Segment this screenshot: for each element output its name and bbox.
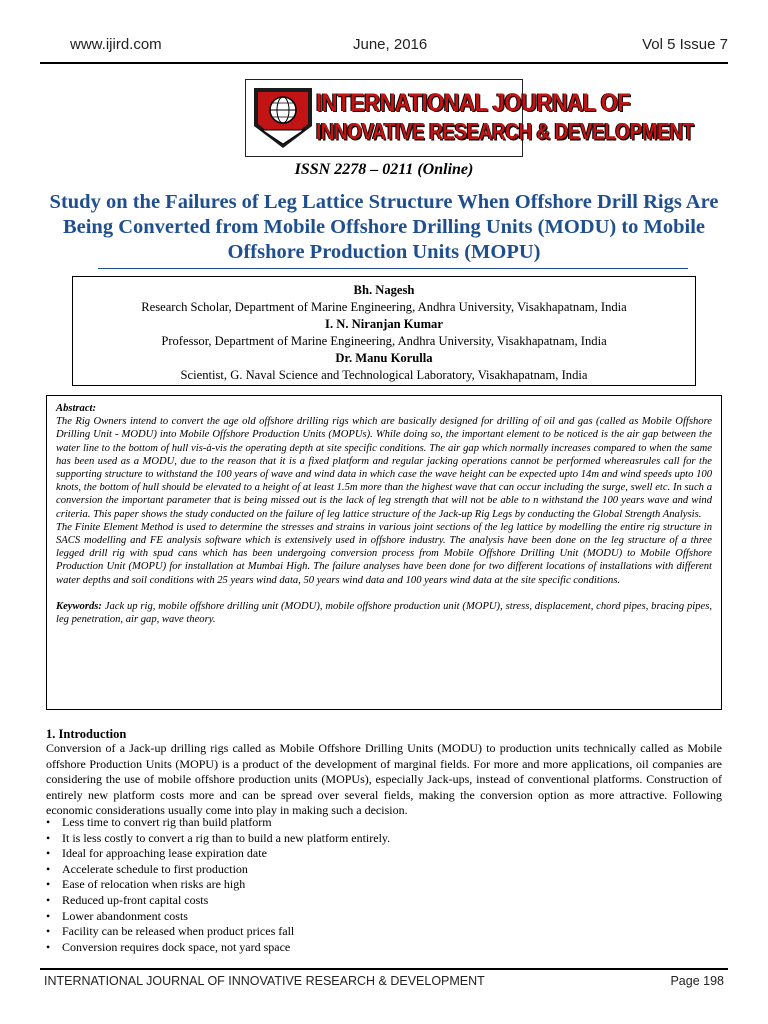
list-item <box>46 893 390 909</box>
globe-emblem-icon <box>252 86 314 150</box>
header-rule <box>40 62 728 64</box>
bullet-icon: • <box>46 892 51 907</box>
abstract-heading: Abstract: <box>56 403 97 414</box>
list-item-text: Facility can be released when product prices fall <box>62 924 295 939</box>
issn: ISSN 2278 – 0211 (Online) <box>294 161 474 178</box>
author-name: I. N. Niranjan Kumar <box>325 317 443 331</box>
footer-journal-name: INTERNATIONAL JOURNAL OF INNOVATIVE RESEARCH & DEVELOPMENT <box>44 974 485 988</box>
list-item <box>46 909 390 925</box>
running-footer <box>44 974 724 988</box>
list-item-text: Ideal for approaching lease expiration date <box>62 846 267 861</box>
intro-paragraph: Conversion of a Jack-up drilling rigs called as Mobile Offshore Drilling Units (MODU) to production units technically called as Mobile offshore Production Units (MOPU) is a product of the development of marginal fields. For more and more applications, oil companies are considering the use of mobile offshore production units (MOPUs), especially Jack-ups, instead of conventional platforms. Construction of entirely new platform costs more and can be spread over several fields, making the conversion option as more attractive. Following economic considerations usually come into play in making such a decision. <box>46 741 722 817</box>
bullet-list <box>46 815 390 955</box>
volume-issue: Vol 5 Issue 7 <box>642 36 728 53</box>
list-item-text: Less time to convert rig than build platform <box>62 815 272 829</box>
running-header <box>40 36 728 60</box>
list-item-text: Ease of relocation when risks are high <box>62 877 246 892</box>
bullet-icon: • <box>46 908 51 923</box>
list-item-text: Lower abandonment costs <box>62 908 188 923</box>
journal-website: www.ijird.com <box>70 36 162 53</box>
list-item-text: Conversion requires dock space, not yard space <box>62 939 291 954</box>
keywords-label: Keywords: <box>56 600 102 612</box>
bullet-icon: • <box>46 877 51 892</box>
list-item <box>46 940 390 956</box>
abstract-paragraph: The Finite Element Method is used to determine the stresses and strains in various joint sections of the leg lattice by modelling the entire rig structure in SACS modelling and FE analysis software which is extensively used in offshore industry. The analysis have been done on the leg structure of a three legged drill rig with spud cans which has been undergoing conversion process from Mobile Offshore Drilling Unit (MODU) to Mobile Offshore Production Unit (MOPU) for installation at Mumbai High. The failure analyses have been done for two different locations of installations with different water depths and soil conditions with 25 years wind data, 50 years wind data and 100 years wind data at the site specific conditions. <box>56 521 712 586</box>
abstract-box <box>46 395 722 710</box>
list-item <box>46 877 390 893</box>
bullet-icon: • <box>46 861 51 876</box>
author-affiliation: Professor, Department of Marine Engineering, Andhra University, Visakhapatnam, India <box>161 334 607 348</box>
author-name: Bh. Nagesh <box>353 283 415 297</box>
list-item <box>46 815 390 831</box>
keywords-text: Jack up rig, mobile offshore drilling unit (MODU), mobile offshore production unit (MOPU), stress, displacement, chord pipes, bracing pipes, leg penetration, air gap, wave theory. <box>56 600 712 626</box>
bullet-icon: • <box>46 939 51 954</box>
footer-rule <box>40 968 728 970</box>
author-box <box>72 276 696 386</box>
list-item <box>46 831 390 847</box>
list-item <box>46 924 390 940</box>
page-number: Page 198 <box>670 974 724 988</box>
paper-title: Study on the Failures of Leg Lattice Structure When Offshore Drill Rigs Are Being Converted from Mobile Offshore Drilling Units (MODU) to Mobile Offshore Production Units (MOPU) <box>49 191 719 263</box>
logo-line-1: INTERNATIONAL JOURNAL OF <box>316 88 631 117</box>
list-item-text: Reduced up-front capital costs <box>62 892 209 907</box>
journal-logo <box>245 79 694 157</box>
author-affiliation: Scientist, G. Naval Science and Technological Laboratory, Visakhapatnam, India <box>180 368 588 382</box>
abstract-paragraph: The Rig Owners intend to convert the age old offshore drilling rigs which are basically designed for drilling of oil and gas (called as Mobile Offshore Drilling Unit - MODU) into Mobile Offshore Production Units (MOPUs). While doing so, the important element to be noticed is the air gap between the water line to the bottom of hull vis-à-vis the operating depth at site specific conditions. The air gap which normally increases compared to when the same has been used as a MODU, due to the reason that it is a fixed platform and regular jacking operations cannot be performed whereasrules call for the supporting structure to withstand the 100 years of wave and wind data in which case the wave height can be expected upto 14m and wind speeds upto 100 knots, the bottom of hull should be elevated to a height of at least 1.5m more than the highest wave that can occur including the surge, swell etc. In such a conversion the important parameter that is being missed out is the lack of leg strength that will not be able to n withstand the 100 years wave and wind criteria. This paper shows the study conducted on the failure of leg lattice structure of the Jack-up Rig Legs by conducting the Global Strength Analysis. <box>56 416 712 520</box>
issue-date: June, 2016 <box>353 36 428 53</box>
bullet-icon: • <box>46 830 51 845</box>
bullet-icon: • <box>46 815 51 829</box>
list-item <box>46 862 390 878</box>
section-heading: 1. Introduction <box>46 727 127 741</box>
title-rule <box>98 268 688 269</box>
author-affiliation: Research Scholar, Department of Marine Engineering, Andhra University, Visakhapatnam, India <box>141 300 627 314</box>
bullet-icon: • <box>46 924 51 939</box>
keywords <box>56 600 712 626</box>
logo-line-2: INNOVATIVE RESEARCH & DEVELOPMENT <box>316 120 694 146</box>
list-item-text: It is less costly to convert a rig than to build a new platform entirely. <box>62 830 391 845</box>
bullet-icon: • <box>46 846 51 861</box>
list-item <box>46 846 390 862</box>
list-item-text: Accelerate schedule to first production <box>62 861 248 876</box>
author-name: Dr. Manu Korulla <box>335 351 433 365</box>
